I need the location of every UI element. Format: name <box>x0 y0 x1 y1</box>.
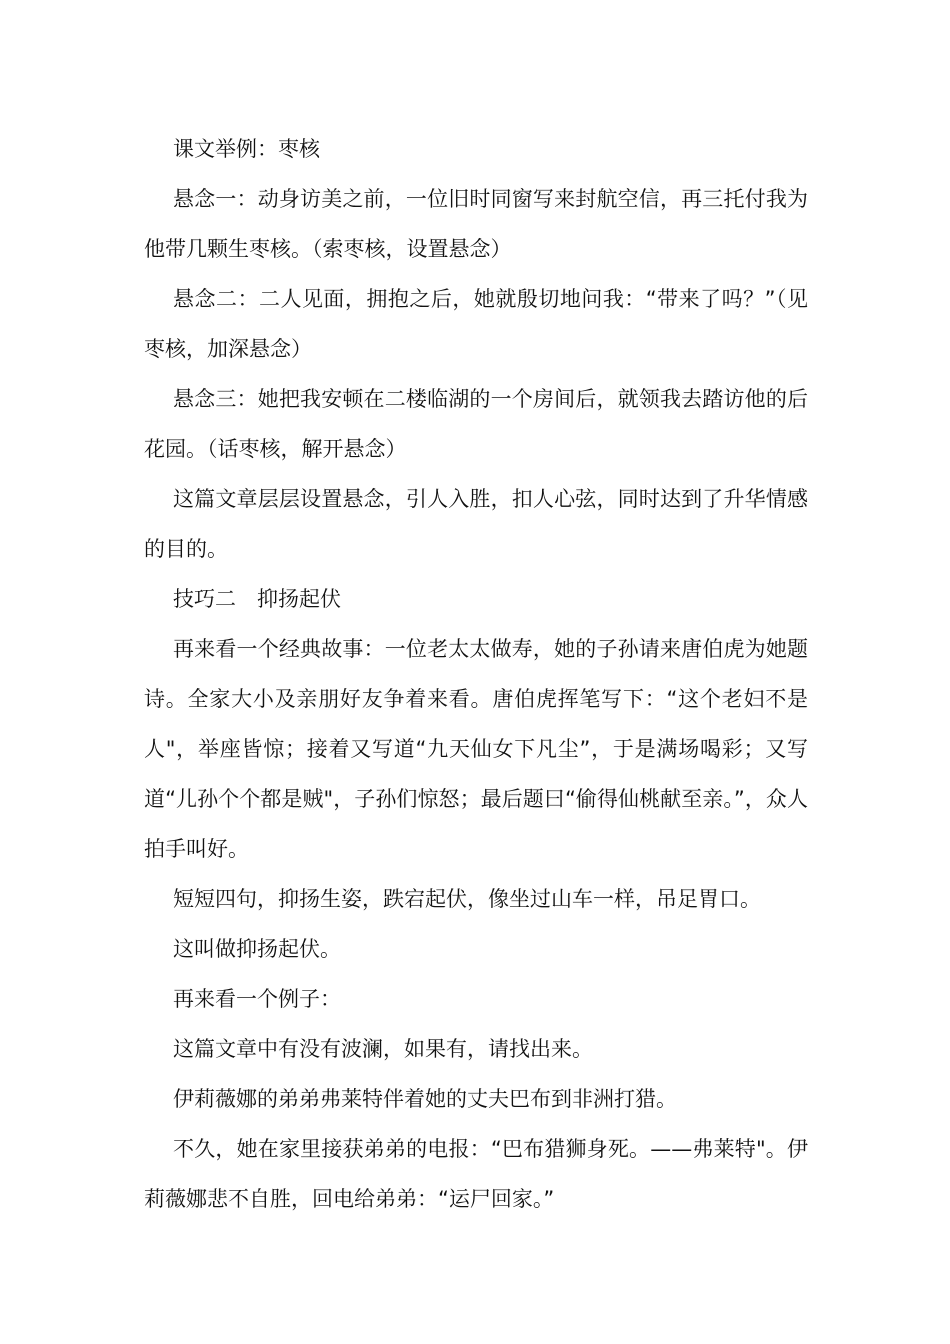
example-heading: 课文举例：枣核 <box>173 137 320 161</box>
paragraph-question: 这篇文章中有没有波澜，如果有，请找出来。 <box>173 1037 593 1061</box>
document-body <box>144 124 808 1224</box>
section-heading-technique-two: 技巧二 抑扬起伏 <box>173 587 341 611</box>
paragraph-suspense-three: 悬念三：她把我安顿在二楼临湖的一个房间后，就领我去踏访他的后花园。（话枣核，解开悬念） <box>144 387 808 461</box>
paragraph-definition: 这叫做抑扬起伏。 <box>173 937 341 961</box>
paragraph-suspense-one: 悬念一：动身访美之前，一位旧时同窗写来封航空信，再三托付我为他带几颗生枣核。（索枣核，设置悬念） <box>144 187 808 261</box>
paragraph-summary: 这篇文章层层设置悬念，引人入胜，扣人心弦，同时达到了升华情感的目的。 <box>144 487 808 561</box>
paragraph-narrative-one: 伊莉薇娜的弟弟弗莱特伴着她的丈夫巴布到非洲打猎。 <box>173 1087 677 1111</box>
paragraph-another-example: 再来看一个例子： <box>173 987 341 1011</box>
paragraph-story-comment: 短短四句，抑扬生姿，跌宕起伏，像坐过山车一样，吊足胃口。 <box>173 887 761 911</box>
paragraph-suspense-two: 悬念二：二人见面，拥抱之后，她就殷切地问我：“带来了吗？”（见枣核，加深悬念） <box>144 287 808 361</box>
paragraph-story: 再来看一个经典故事：一位老太太做寿，她的子孙请来唐伯虎为她题诗。全家大小及亲朋好友争着来看。唐伯虎挥笔写下：“这个老妇不是人"，举座皆惊；接着又写道“九天仙女下凡尘”，于是满场喝彩；又写道“儿孙个个都是贼"，子孙们惊怒；最后题曰“偷得仙桃献至亲。”，众人拍手叫好。 <box>144 637 808 861</box>
paragraph-narrative-two: 不久，她在家里接获弟弟的电报：“巴布猎狮身死。——弗莱特"。伊莉薇娜悲不自胜，回电给弟弟：“运尸回家。” <box>144 1137 808 1211</box>
